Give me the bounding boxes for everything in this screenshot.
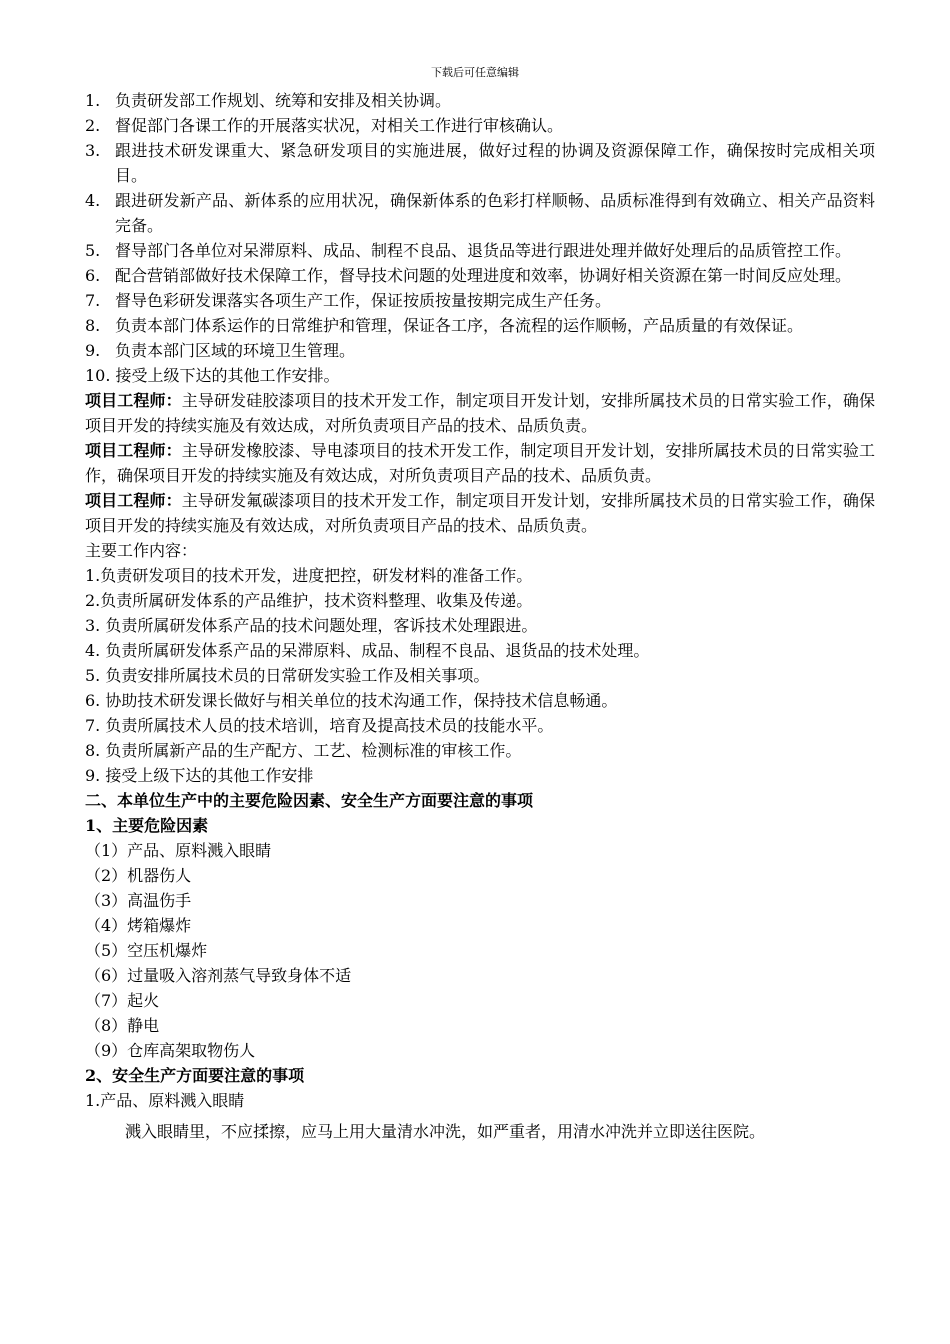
duty-text: 负责研发部工作规划、统筹和安排及相关协调。 — [115, 91, 452, 110]
duty-text: 督促部门各课工作的开展落实状况，对相关工作进行审核确认。 — [115, 116, 564, 135]
engineer-paragraph — [85, 488, 875, 538]
main-work-title: 主要工作内容： — [85, 541, 198, 560]
duty-item — [85, 138, 875, 188]
duty-text: 负责本部门体系运作的日常维护和管理，保证各工序，各流程的运作顺畅，产品质量的有效保证。 — [115, 316, 804, 335]
engineer-label: 项目工程师： — [85, 391, 182, 410]
duty-number: 3. — [85, 141, 101, 160]
duty-number: 1. — [85, 91, 101, 110]
main-work-item: 9. 接受上级下达的其他工作安排 — [85, 766, 314, 785]
duty-item — [85, 263, 875, 288]
main-work-item: 6. 协助技术研发课长做好与相关单位的技术沟通工作，保持技术信息畅通。 — [85, 691, 618, 710]
duty-number: 7. — [85, 291, 101, 310]
hazard-item: （1）产品、原料溅入眼睛 — [85, 841, 272, 860]
duty-text: 跟进研发新产品、新体系的应用状况，确保新体系的色彩打样顺畅、品质标准得到有效确立、相关产品资料完备。 — [115, 191, 875, 235]
duty-item — [85, 363, 875, 388]
safety-item-text: 溅入眼睛里，不应揉擦，应马上用大量清水冲洗，如严重者，用清水冲洗并立即送往医院。 — [125, 1122, 766, 1141]
hazard-list — [85, 838, 875, 1063]
engineer-paragraph — [85, 388, 875, 438]
duty-text: 督导色彩研发课落实各项生产工作，保证按质按量按期完成生产任务。 — [115, 291, 612, 310]
duty-text: 接受上级下达的其他工作安排。 — [115, 366, 340, 385]
engineer-text: 主导研发氟碳漆项目的技术开发工作，制定项目开发计划，安排所属技术员的日常实验工作，确保项目开发的持续实施及有效达成，对所负责项目产品的技术、品质负责。 — [85, 491, 875, 535]
duty-text: 督导部门各单位对呆滞原料、成品、制程不良品、退货品等进行跟进处理并做好处理后的品质管控工作。 — [115, 241, 852, 260]
duty-number: 5. — [85, 241, 101, 260]
duty-number: 6. — [85, 266, 101, 285]
main-work-item: 8. 负责所属新产品的生产配方、工艺、检测标准的审核工作。 — [85, 741, 522, 760]
duty-number: 10. — [85, 366, 111, 385]
page-header: 下载后可任意编辑 — [431, 66, 519, 79]
duty-item — [85, 238, 875, 263]
main-work-item: 3. 负责所属研发体系产品的技术问题处理，客诉技术处理跟进。 — [85, 616, 538, 635]
hazard-item: （4）烤箱爆炸 — [85, 916, 192, 935]
duty-number: 8. — [85, 316, 101, 335]
main-work-item: 5. 负责安排所属技术员的日常研发实验工作及相关事项。 — [85, 666, 490, 685]
main-work-item: 1.负责研发项目的技术开发，进度把控，研发材料的准备工作。 — [85, 566, 533, 585]
main-work-item: 7. 负责所属技术人员的技术培训，培育及提高技术员的技能水平。 — [85, 716, 554, 735]
duty-number: 9. — [85, 341, 101, 360]
duty-text: 跟进技术研发课重大、紧急研发项目的实施进展，做好过程的协调及资源保障工作，确保按时完成相关项目。 — [115, 141, 875, 185]
engineer-text: 主导研发硅胶漆项目的技术开发工作，制定项目开发计划，安排所属技术员的日常实验工作，确保项目开发的持续实施及有效达成，对所负责项目产品的技术、品质负责。 — [85, 391, 875, 435]
document-body — [85, 88, 875, 1144]
engineer-label: 项目工程师： — [85, 491, 182, 510]
engineer-text: 主导研发橡胶漆、导电漆项目的技术开发工作，制定项目开发计划，安排所属技术员的日常实验工作，确保项目开发的持续实施及有效达成，对所负责项目产品的技术、品质负责。 — [85, 441, 875, 485]
hazard-item: （9）仓库高架取物伤人 — [85, 1041, 256, 1060]
main-work-item: 4. 负责所属研发体系产品的呆滞原料、成品、制程不良品、退货品的技术处理。 — [85, 641, 650, 660]
engineer-label: 项目工程师： — [85, 441, 182, 460]
safety-item-title: 1.产品、原料溅入眼睛 — [85, 1091, 245, 1110]
duty-item — [85, 188, 875, 238]
section-heading: 二、本单位生产中的主要危险因素、安全生产方面要注意的事项 — [85, 791, 534, 810]
hazard-item: （2）机器伤人 — [85, 866, 192, 885]
duty-item — [85, 113, 875, 138]
duty-item — [85, 313, 875, 338]
duty-item — [85, 288, 875, 313]
duty-list — [85, 88, 875, 388]
duty-number: 4. — [85, 191, 101, 210]
hazard-item: （6）过量吸入溶剂蒸气导致身体不适 — [85, 966, 352, 985]
duty-text: 负责本部门区域的环境卫生管理。 — [115, 341, 356, 360]
hazard-item: （7）起火 — [85, 991, 160, 1010]
duty-item — [85, 88, 875, 113]
duty-number: 2. — [85, 116, 101, 135]
main-work-item: 2.负责所属研发体系的产品维护，技术资料整理、收集及传递。 — [85, 591, 533, 610]
duty-text: 配合营销部做好技术保障工作，督导技术问题的处理进度和效率，协调好相关资源在第一时间反应处理。 — [115, 266, 852, 285]
main-work-list — [85, 563, 875, 788]
hazard-item: （5）空压机爆炸 — [85, 941, 208, 960]
hazard-item: （8）静电 — [85, 1016, 160, 1035]
safety-heading: 2、安全生产方面要注意的事项 — [85, 1066, 305, 1085]
hazards-heading: 1、主要危险因素 — [85, 816, 209, 835]
hazard-item: （3）高温伤手 — [85, 891, 192, 910]
engineer-paragraph — [85, 438, 875, 488]
duty-item — [85, 338, 875, 363]
